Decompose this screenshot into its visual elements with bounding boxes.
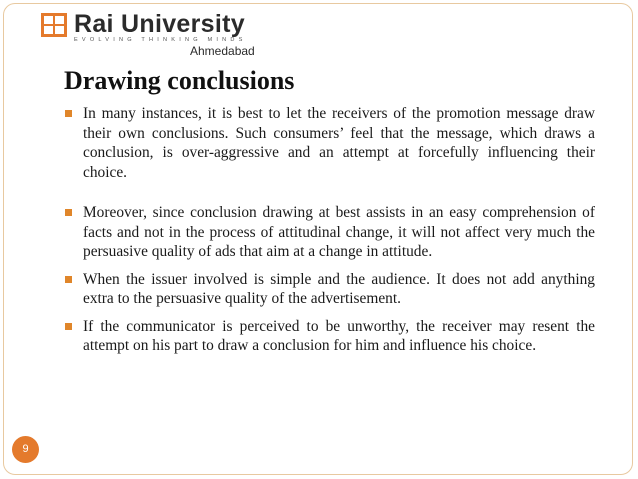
square-bullet-icon bbox=[65, 209, 72, 216]
bullet-text: When the issuer involved is simple and the audience. It does not add anything extra to the persuasive quality of the advertisement. bbox=[83, 270, 595, 307]
university-logo bbox=[40, 10, 270, 58]
slide-title: Drawing conclusions bbox=[64, 66, 295, 95]
logo-city: Ahmedabad bbox=[190, 44, 255, 58]
bullet-item bbox=[64, 104, 595, 182]
bullet-list bbox=[64, 104, 595, 356]
bullet-item bbox=[64, 203, 595, 262]
bullet-text: In many instances, it is best to let the receivers of the promotion message draw their own conclusions. Such consumers’ feel that the message, which draws a conclusion, is over-aggressive and an attempt at forcefully influencing their choice. bbox=[83, 105, 595, 181]
square-bullet-icon bbox=[65, 323, 72, 330]
logo-university-name: Rai University bbox=[74, 10, 245, 38]
shield-crest-icon bbox=[40, 12, 68, 38]
bullet-item bbox=[64, 317, 595, 356]
square-bullet-icon bbox=[65, 276, 72, 283]
bullet-item bbox=[64, 270, 595, 309]
logo-tagline: EVOLVING THINKING MINDS bbox=[74, 37, 247, 43]
page-number-badge: 9 bbox=[12, 436, 39, 463]
bullet-text: If the communicator is perceived to be unworthy, the receiver may resent the attempt on his part to draw a conclusion for him and influence his choice. bbox=[83, 317, 595, 354]
bullet-text: Moreover, since conclusion drawing at best assists in an easy comprehension of facts and not in the process of attitudinal change, it will not affect very much the persuasive quality of ads that aim at a change in attitude. bbox=[83, 204, 595, 260]
square-bullet-icon bbox=[65, 110, 72, 117]
